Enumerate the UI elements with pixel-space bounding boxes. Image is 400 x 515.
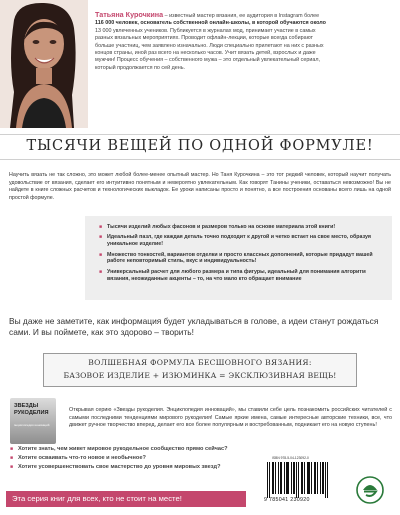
- isbn-label: ISBN 978-5-04-123092-0: [272, 456, 309, 460]
- author-bio-line-8: который продолжается по сей день.: [95, 64, 186, 71]
- barcode: [266, 462, 328, 500]
- author-bio-line-7: мужчин! Процесс обучения – собственного мужа – это отдельный увлекательный сериал,: [95, 57, 320, 64]
- author-bio-line-2: 116 000 человек, основатель собственной онлайн-школы, в которой обучаются около: [95, 20, 326, 27]
- question-item: ■ Хотите усовершенствовать свое мастерство до уровня мировых звезд?: [10, 463, 240, 472]
- question-item: ■ Хотите осваивать что-то новое и необычное?: [10, 454, 240, 463]
- barcode-number: 9 785041 230920: [264, 497, 310, 503]
- formula-box: [43, 353, 357, 387]
- question-item: ■ Хотите знать, чем живет мировое рукодельное сообщество прямо сейчас?: [10, 445, 240, 454]
- series-logo: [10, 398, 56, 444]
- series-description: Открывая серию «Звезды рукоделия. Энциклопедия инноваций», мы ставили себе цель познакомить российских читателей с самыми последними тенденциями мирового рукоделия! Самые яркие имена, самые интересные авторские техники, все, что движет ручное творчество вперед, делает его все более популярным и востребованным, подникает его на новую ступень!: [69, 407, 392, 429]
- feature-item: ■ Множество тонкостей, вариантов отделки и просто классных дополнений, которые придадут вашей работе неповторимый стиль, вкус и индивидуальность!: [99, 252, 382, 266]
- feature-item: ■ Универсальный расчет для любого размера и типа фигуры, идеальный для понимания алгоритм вязания, неожиданные акценты – то, на что мало кто обращает внимание: [99, 269, 382, 283]
- feature-item: ■ Идеальный пазл, где каждая деталь точно подходит к другой и четко встает на свое место, образуя уникальное изделие!: [99, 234, 382, 248]
- bottom-banner: [6, 491, 246, 507]
- author-bio-line-4: разных вязальных мероприятиях. Проводит офлайн-лекции, которые всегда собирают: [95, 35, 313, 42]
- intro-paragraph: Научить вязать не так сложно, это может любой более-менее опытный мастер. Но Таня Курочкина – это тот редкий человек, который научит получать удовольствие от вязания, сделает его интуитивно понятным и невероятно увлекательным. Как говорят Танины ученики, оставаться невозможно! Вы не найдете в книге сложных расчетов и технологических выкладок. Ее уроки написаны просто и понятно, а все построения основаны всего лишь на одной простой формуле.: [9, 172, 391, 201]
- series-logo-line2: РУКОДЕЛИЯ: [14, 410, 49, 416]
- author-photo: [0, 0, 88, 128]
- author-bio: [95, 11, 391, 72]
- series-logo-line3: энциклопедия инноваций: [14, 423, 50, 427]
- questions-list: [10, 445, 240, 472]
- author-bio-line-1: – известный мастер вязания, ее аудитория в Instagram более: [163, 13, 320, 19]
- author-bio-line-3: 13 000 увлеченных учеников. Публикуется в журналах мод, принимает участие в самых: [95, 27, 316, 34]
- series-logo-line1: ЗВЕЗДЫ: [14, 403, 39, 409]
- bottom-banner-text: Эта серия книг для всех, кто не стоит на месте!: [12, 494, 182, 503]
- feature-item: ■ Тысячи изделий любых фасонов и размеров только на основе материала этой книги!: [99, 224, 382, 231]
- author-name: Татьяна Курочкина: [95, 10, 164, 19]
- headline: ТЫСЯЧИ ВЕЩЕЙ ПО ОДНОЙ ФОРМУЛЕ!: [26, 138, 374, 154]
- formula-title: ВОЛШЕБНАЯ ФОРМУЛА БЕСШОВНОГО ВЯЗАНИЯ:: [88, 358, 312, 367]
- publisher-logo-icon: [356, 476, 384, 504]
- barcode-bars: [266, 462, 328, 498]
- features-box: [85, 216, 392, 300]
- author-bio-line-5: больше участниц, чем заявлено изначально. Люди специально прилетают на них с разных: [95, 42, 324, 49]
- formula-text: БАЗОВОЕ ИЗДЕЛИЕ + ИЗЮМИНКА = ЭКСКЛЮЗИВНАЯ ВЕЩЬ!: [63, 371, 337, 380]
- tagline: Вы даже не заметите, как информация будет укладываться в голове, а идеи станут рождаться сами. И вы поймете, как это здорово – творить!: [9, 316, 379, 338]
- author-bio-line-6: концов страны, иной раз всего на несколько часов. Учит вязать детей, взрослых и даже: [95, 50, 316, 57]
